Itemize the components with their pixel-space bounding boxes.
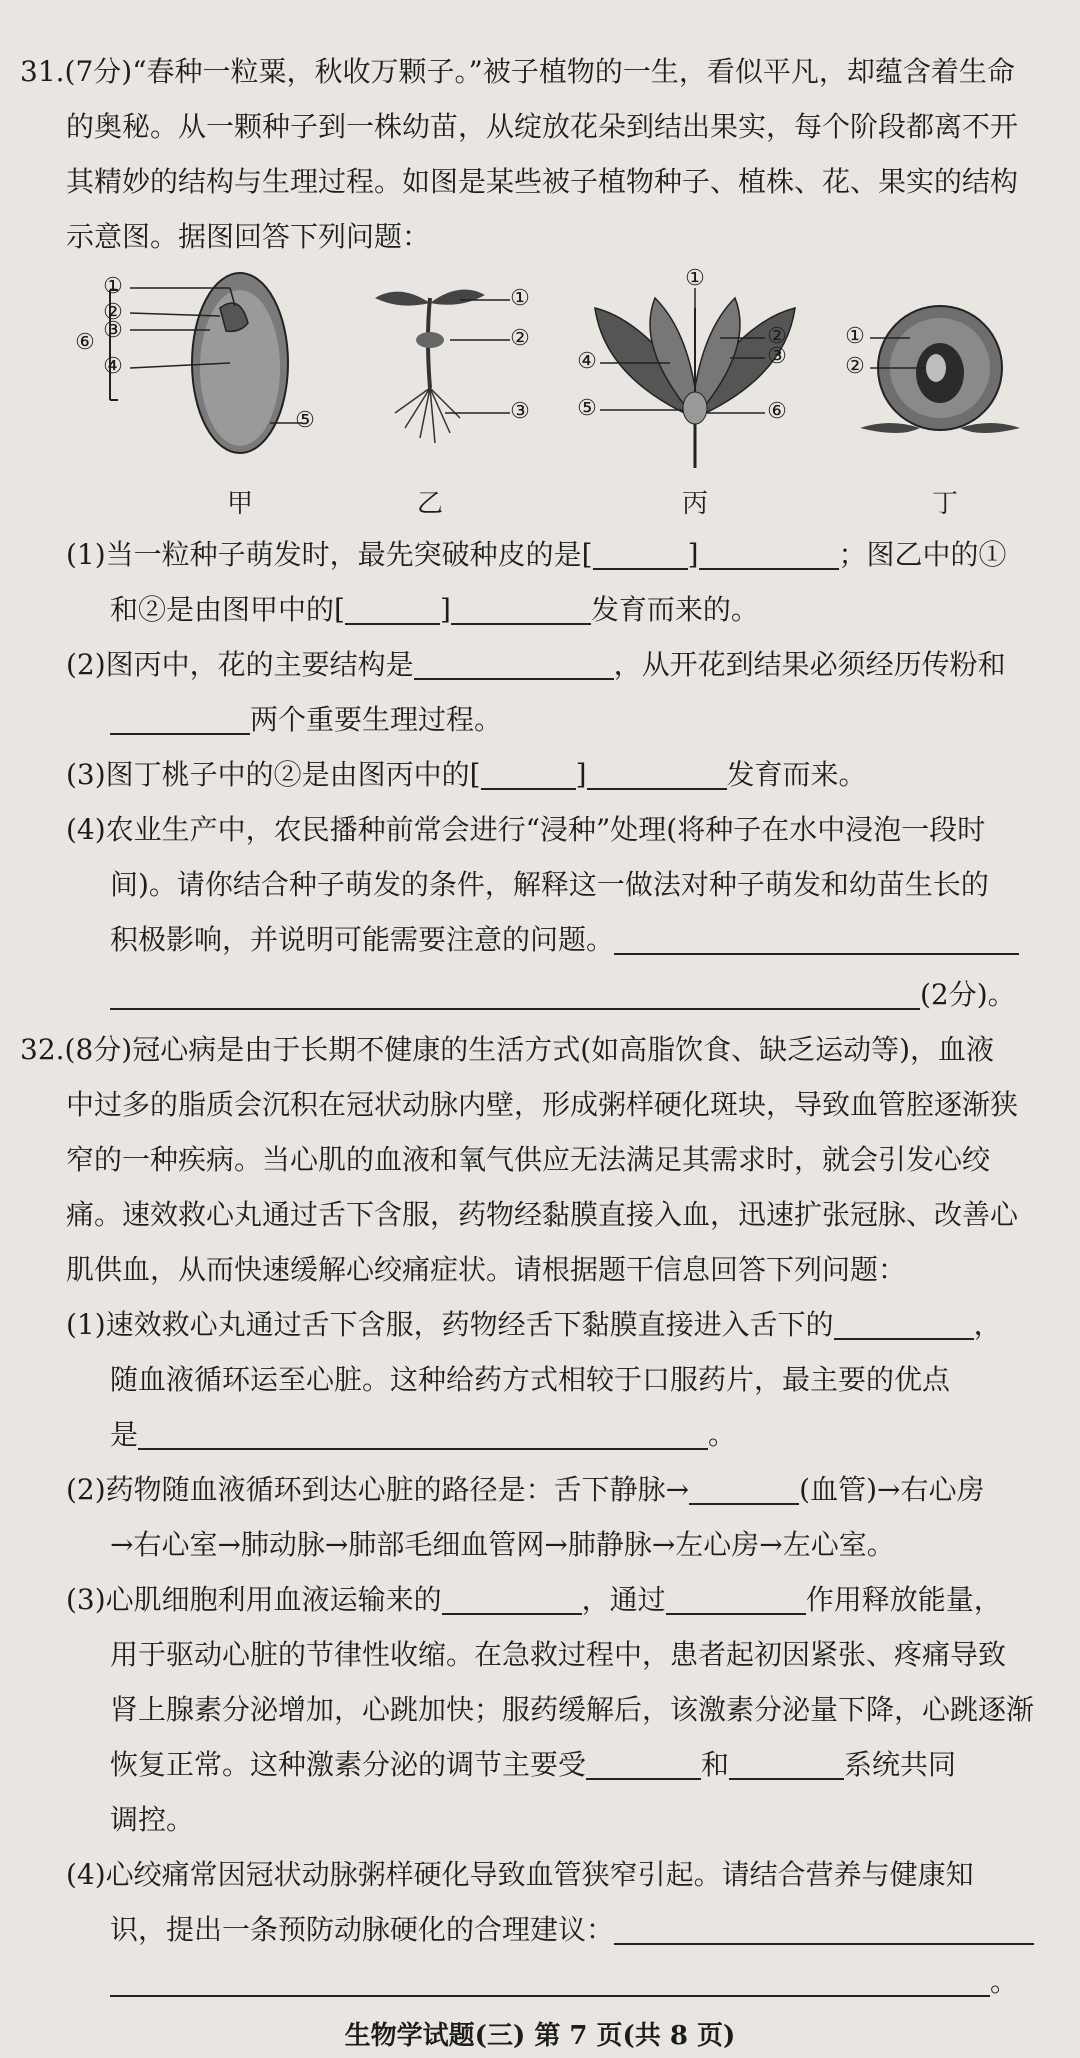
q31-p1-text-b: ] [687, 538, 699, 571]
q32-p3-blank-4[interactable] [729, 1748, 844, 1780]
q31-p4-blank-1[interactable] [614, 923, 1019, 955]
q32-intro-line-2: 中过多的脂质会沉积在冠状动脉内壁，形成粥样硬化斑块，导致血管腔逐渐狭 [66, 1088, 1019, 1121]
q32-p4-text-c: 。 [990, 1965, 1019, 1998]
bing-mark-2: ② [767, 324, 787, 349]
q32-p1-text-b: ， [973, 1308, 1002, 1341]
q31-intro-line-4: 示意图。据图回答下列问题： [66, 220, 431, 253]
q31-p1-blank-2[interactable] [699, 538, 839, 570]
q32-part3-line5: 调控。 [110, 1803, 195, 1836]
q31-intro-line-1: 31.(7分)“春种一粒粟，秋收万颗子。”被子植物的一生，看似平凡，却蕴含着生命 [20, 55, 1015, 88]
bing-mark-3: ③ [767, 344, 787, 369]
jia-label: 甲 [226, 489, 253, 519]
q32-p1-text-d: 是 [110, 1418, 139, 1451]
q31-p1-text-a: (1)当一粒种子萌发时，最先突破种皮的是[ [66, 538, 593, 571]
q31-part4-line4 [110, 975, 1080, 1015]
q32-intro-line-3: 窄的一种疾病。当心肌的血液和氧气供应无法满足其需求时，就会引发心绞 [66, 1143, 991, 1176]
q31-p1-text-e: ] [439, 593, 451, 626]
q31-p3-text-c: 发育而来。 [726, 758, 867, 791]
q31-p2-text-a: (2)图丙中，花的主要结构是 [66, 648, 414, 681]
jia-mark-5: ⑤ [295, 408, 315, 433]
q32-p1-text-a: (1)速效救心丸通过舌下含服，药物经舌下黏膜直接进入舌下的 [66, 1308, 834, 1341]
q31-part2-line1 [66, 645, 1080, 685]
yi-mark-2: ② [510, 326, 530, 351]
ding-label: 丁 [931, 489, 958, 519]
jia-mark-6: ⑥ [75, 330, 95, 355]
q32-intro-line-5: 肌供血，从而快速缓解心绞痛症状。请根据题干信息回答下列问题： [66, 1253, 907, 1286]
ding-mark-2: ② [845, 354, 865, 379]
q32-p2-text-a: (2)药物随血液循环到达心脏的路径是：舌下静脉→ [66, 1473, 690, 1506]
q31-part1-line2 [110, 590, 1080, 630]
q32-p3-text-h: 系统共同 [844, 1748, 957, 1781]
q31-p1-text-f: 发育而来的。 [590, 593, 759, 626]
q32-p3-text-f: 恢复正常。这种激素分泌的调节主要受 [110, 1748, 587, 1781]
q32-p4-blank-2[interactable] [110, 1965, 990, 1997]
q32-part1-line1 [66, 1305, 1080, 1345]
q31-figure [40, 268, 1040, 523]
q32-part3-line3: 肾上腺素分泌增加，心跳加快；服药缓解后，该激素分泌量下降，心跳逐渐 [110, 1693, 1035, 1726]
ding-mark-1: ① [845, 324, 865, 349]
q31-p3-text-a: (3)图丁桃子中的②是由图丙中的[ [66, 758, 481, 791]
figure-bing [570, 268, 820, 523]
q31-p3-blank-1[interactable] [481, 758, 576, 790]
q32-part4-line3 [110, 1962, 1080, 2002]
bing-mark-5: ⑤ [577, 396, 597, 421]
q31-intro-line-3: 其精妙的结构与生理过程。如图是某些被子植物种子、植株、花、果实的结构 [66, 165, 1019, 198]
q32-p1-blank-2[interactable] [138, 1418, 708, 1450]
bing-mark-1: ① [685, 266, 705, 291]
q31-p1-blank-3[interactable] [345, 593, 440, 625]
q32-p4-text-b: 识，提出一条预防动脉硬化的合理建议： [110, 1913, 615, 1946]
q31-p4-text-3: 积极影响，并说明可能需要注意的问题。 [110, 923, 615, 956]
yi-label: 乙 [416, 489, 443, 519]
q31-part3-line1 [66, 755, 1080, 795]
q32-part3-line1 [66, 1580, 1080, 1620]
jia-mark-2: ② [103, 300, 123, 325]
q32-p3-text-c: 作用释放能量， [805, 1583, 1002, 1616]
q31-part4-line3 [110, 920, 1080, 960]
q32-intro-line-1: 32.(8分)冠心病是由于长期不健康的生活方式(如高脂饮食、缺乏运动等)，血液 [20, 1033, 995, 1066]
q32-part2-line2: →右心室→肺动脉→肺部毛细血管网→肺静脉→左心房→左心室。 [110, 1528, 895, 1561]
jia-mark-4: ④ [103, 354, 123, 379]
bing-mark-6: ⑥ [767, 399, 787, 424]
page-footer: 生物学试题(三) 第 7 页(共 8 页) [344, 2021, 736, 2051]
q32-intro-line-4: 痛。速效救心丸通过舌下含服，药物经黏膜直接入血，迅速扩张冠脉、改善心 [66, 1198, 1019, 1231]
q32-part1-line3 [110, 1415, 1080, 1455]
q32-p1-blank-1[interactable] [834, 1308, 974, 1340]
q31-p1-text-d: 和②是由图甲中的[ [110, 593, 345, 626]
q31-p2-blank-1[interactable] [414, 648, 614, 680]
q32-part1-line2: 随血液循环运至心脏。这种给药方式相较于口服药片，最主要的优点 [110, 1363, 951, 1396]
q31-p2-text-b: ，从开花到结果必须经历传粉和 [613, 648, 1006, 681]
bing-mark-4: ④ [577, 349, 597, 374]
q31-p3-text-b: ] [575, 758, 587, 791]
figure-yi [360, 268, 540, 523]
q32-p3-text-g: 和 [701, 1748, 730, 1781]
q32-p3-blank-1[interactable] [442, 1583, 582, 1615]
q31-part1-line1 [66, 535, 1080, 575]
q32-p3-text-a: (3)心肌细胞利用血液运输来的 [66, 1583, 442, 1616]
q31-p2-text-c: 两个重要生理过程。 [250, 703, 503, 736]
q32-part4-line2 [110, 1910, 1080, 1950]
q31-p1-text-c: ；图乙中的① [838, 538, 1007, 571]
q32-part3-line4 [110, 1745, 1080, 1785]
q32-p3-text-b: ，通过 [581, 1583, 666, 1616]
q32-p1-text-e: 。 [708, 1418, 737, 1451]
jia-mark-3: ③ [103, 318, 123, 343]
q31-p3-blank-2[interactable] [587, 758, 727, 790]
q31-p4-blank-2[interactable] [110, 978, 920, 1010]
peach-diagram [840, 268, 1040, 478]
figure-ding [840, 268, 1040, 523]
q32-p3-blank-3[interactable] [586, 1748, 701, 1780]
q31-p1-blank-1[interactable] [593, 538, 688, 570]
figure-jia [70, 268, 315, 523]
q32-p2-text-b: (血管)→右心房 [799, 1473, 985, 1506]
q31-part4-line1: (4)农业生产中，农民播种前常会进行“浸种”处理(将种子在水中浸泡一段时 [66, 813, 986, 846]
bing-label: 丙 [681, 489, 708, 519]
q32-p2-blank-1[interactable] [689, 1473, 799, 1505]
q31-part4-line2: 间)。请你结合种子萌发的条件，解释这一做法对种子萌发和幼苗生长的 [110, 868, 989, 901]
q31-part2-line2 [110, 700, 1080, 740]
q32-p3-blank-2[interactable] [666, 1583, 806, 1615]
q32-p4-blank-1[interactable] [614, 1913, 1034, 1945]
q31-p2-blank-2[interactable] [110, 703, 250, 735]
q31-intro-line-2: 的奥秘。从一颗种子到一株幼苗，从绽放花朵到结出果实，每个阶段都离不开 [66, 110, 1019, 143]
q31-p1-blank-4[interactable] [451, 593, 591, 625]
yi-mark-3: ③ [510, 399, 530, 424]
q31-p4-score: (2分)。 [920, 978, 1016, 1011]
q32-part4-line1: (4)心绞痛常因冠状动脉粥样硬化导致血管狭窄引起。请结合营养与健康知 [66, 1858, 974, 1891]
yi-mark-1: ① [510, 286, 530, 311]
jia-mark-1: ① [103, 274, 123, 299]
q32-part2-line1 [66, 1470, 1080, 1510]
flower-diagram [570, 268, 820, 478]
q32-part3-line2: 用于驱动心脏的节律性收缩。在急救过程中，患者起初因紧张、疼痛导致 [110, 1638, 1007, 1671]
